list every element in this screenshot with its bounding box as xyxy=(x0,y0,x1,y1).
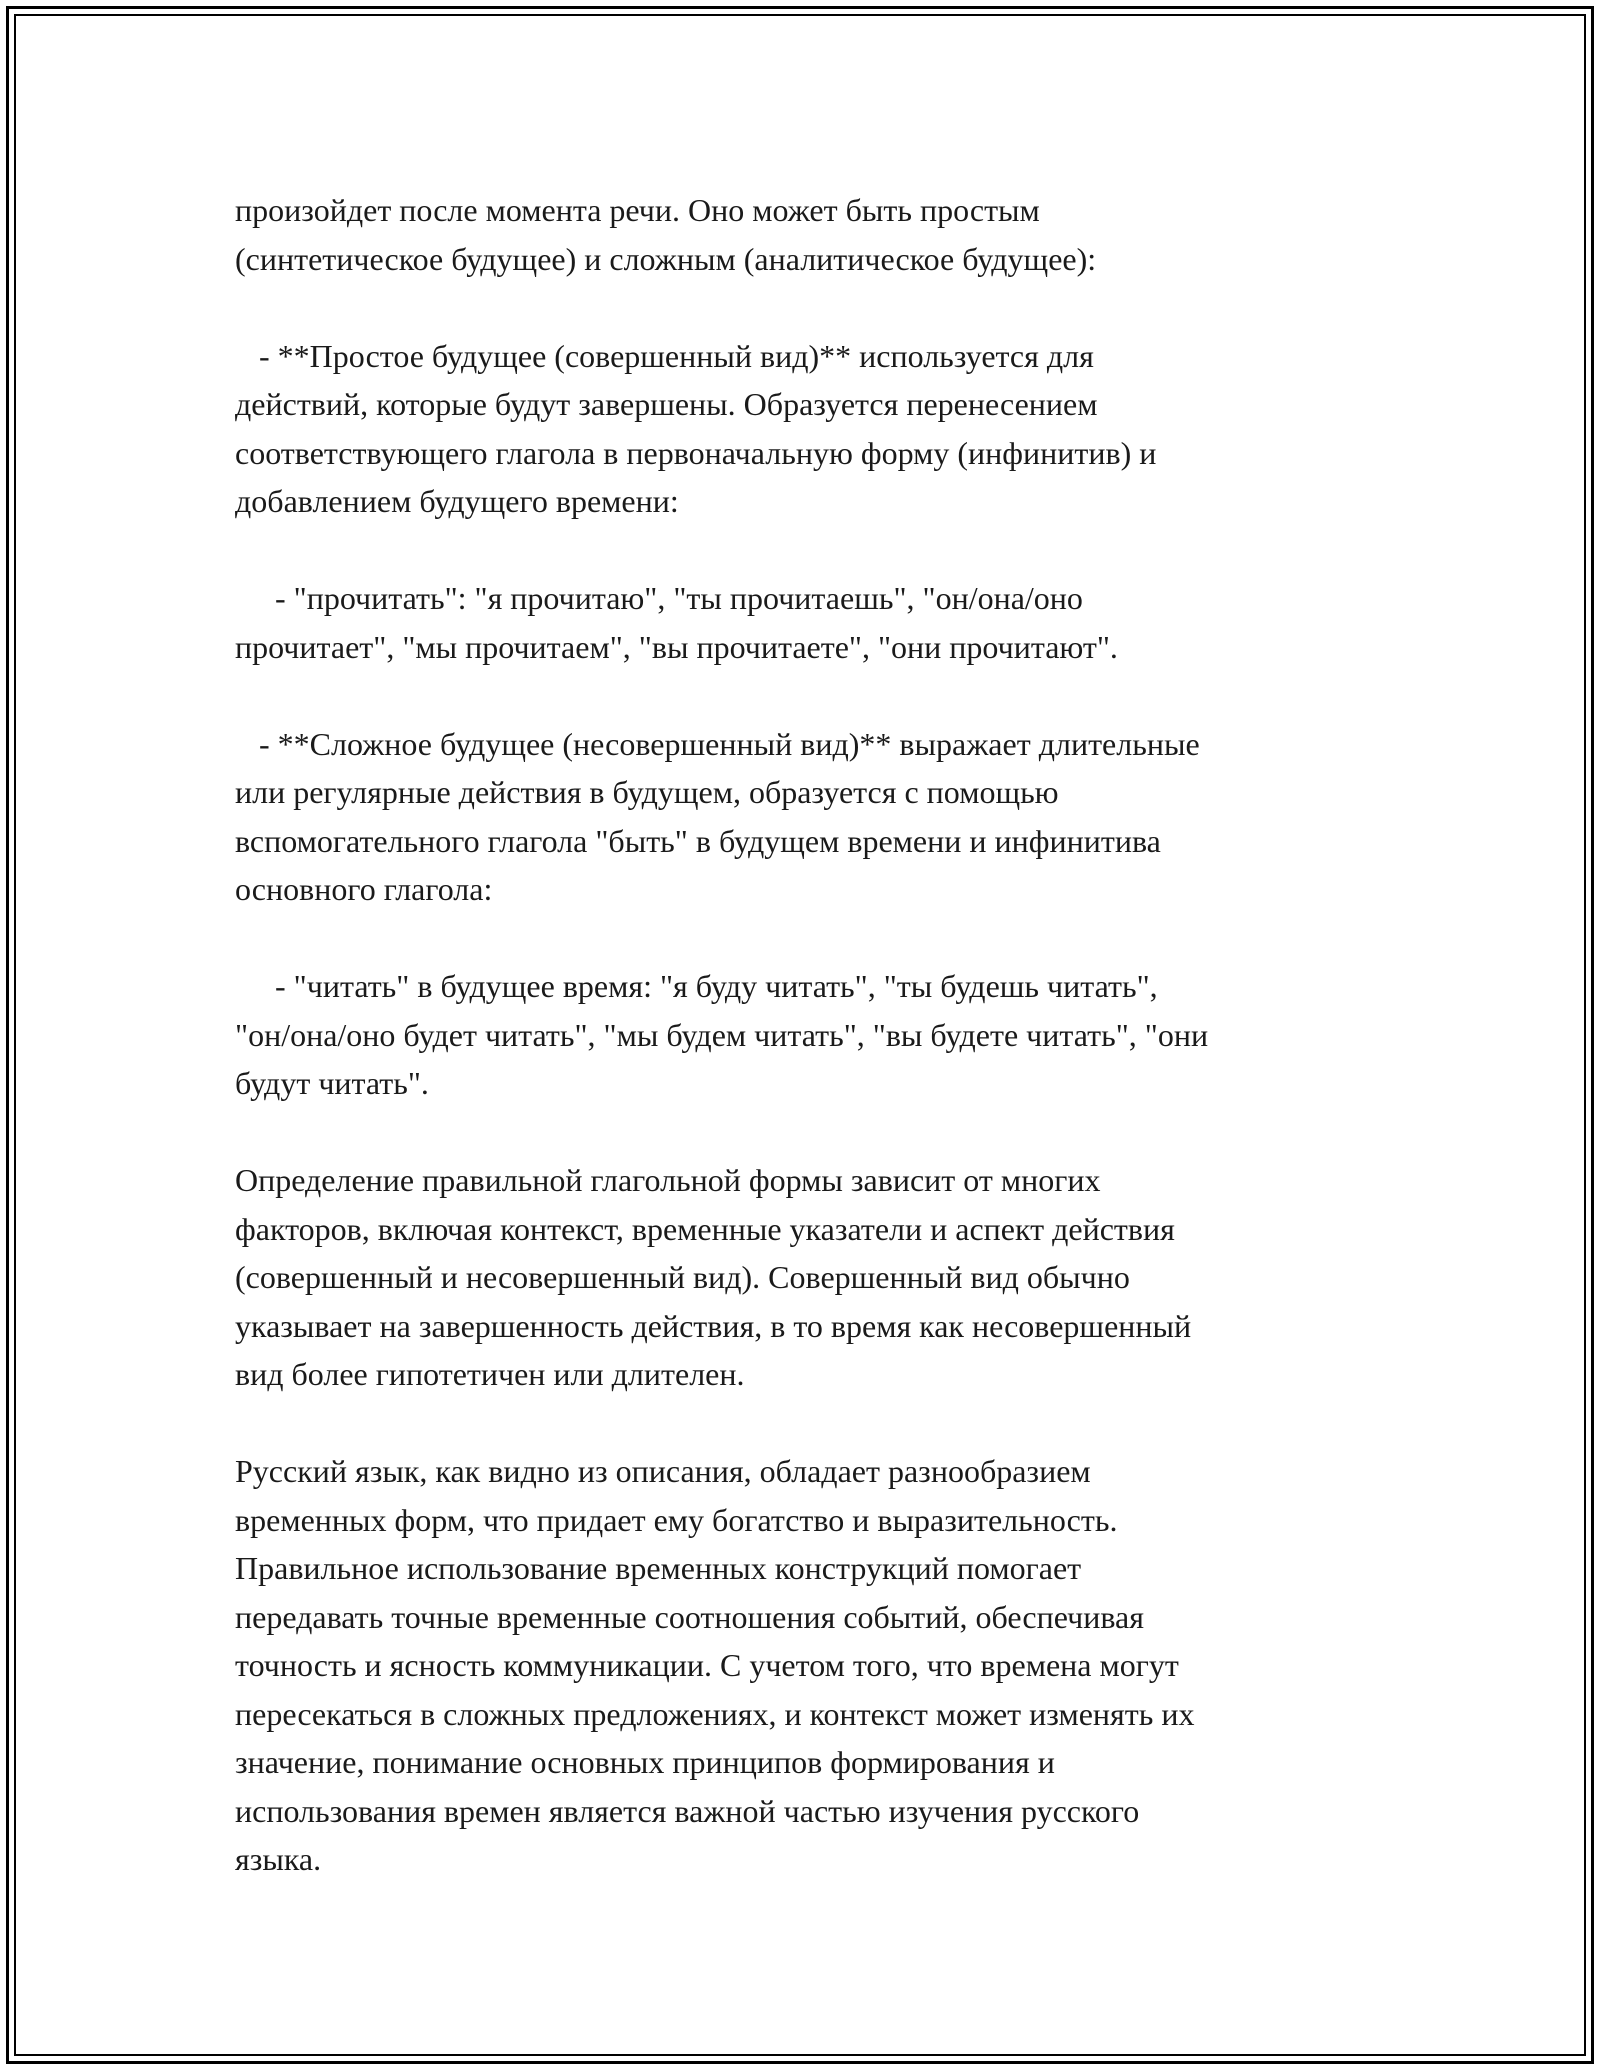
paragraph-compound-future-example: - "читать" в будущее время: "я буду читать", "ты будешь читать", "он/она/оно будет читать", "мы будем читать", "вы будете читать", "они будут читать". xyxy=(235,968,1209,1101)
paragraph-spacer xyxy=(235,671,1385,720)
paragraph-compound-future: - **Сложное будущее (несовершенный вид)** выражает длительные или регулярные действия в будущем, образуется с помощью вспомогательного глагола "быть" в будущем времени и инфинитива основного глагола: xyxy=(235,725,1200,907)
paragraph-verb-form-definition: Определение правильной глагольной формы зависит от многих факторов, включая контекст, временные указатели и аспект действия (совершенный и несовершенный вид). Совершенный вид обычно указывает на завершенность действия, в то время как несовершенный вид более гипотетичен или длителен. xyxy=(235,1162,1192,1392)
paragraph-future-intro: произойдет после момента речи. Оно может быть простым (синтетическое будущее) и сложным (аналитическое будущее): xyxy=(235,192,1097,277)
paragraph-spacer xyxy=(235,1108,1385,1157)
document-body xyxy=(235,186,1385,1884)
paragraph-simple-future: - **Простое будущее (совершенный вид)** используется для действий, которые будут завершены. Образуется перенесением соответствующего глагола в первоначальную форму (инфинитив) и добавлением будущего времени: xyxy=(235,337,1157,519)
paragraph-spacer xyxy=(235,1399,1385,1448)
paragraph-spacer xyxy=(235,283,1385,332)
paragraph-spacer xyxy=(235,526,1385,575)
paragraph-simple-future-example: - "прочитать": "я прочитаю", "ты прочитаешь", "он/она/оно прочитает", "мы прочитаем", "вы прочитаете", "они прочитают". xyxy=(235,580,1118,665)
paragraph-conclusion: Русский язык, как видно из описания, обладает разнообразием временных форм, что придает ему богатство и выразительность. Правильное использование временных конструкций помогает передавать точные временные соотношения событий, обеспечивая точность и ясность коммуникации. С учетом того, что времена могут пересекаться в сложных предложениях, и контекст может изменять их значение, понимание основных принципов формирования и использования времен является важной частью изучения русского языка. xyxy=(235,1453,1195,1877)
paragraph-spacer xyxy=(235,914,1385,963)
